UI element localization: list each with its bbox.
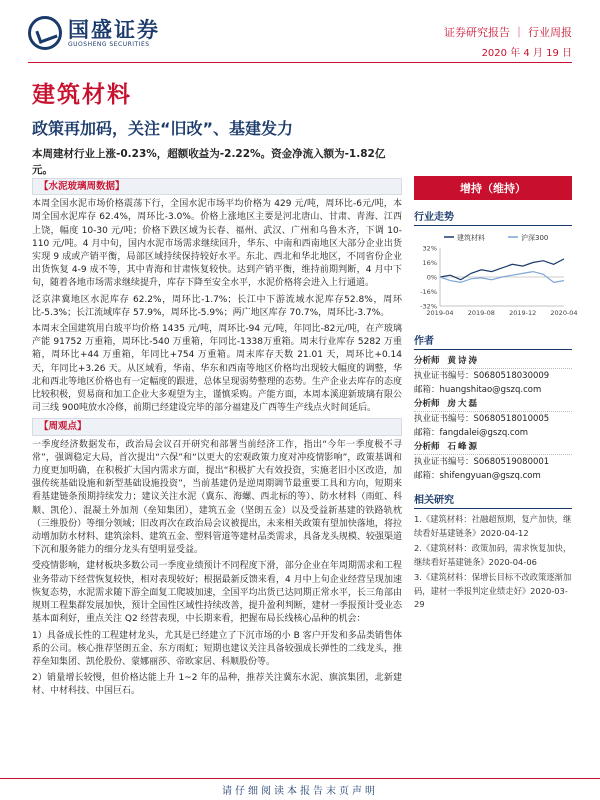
analyst-name: 黄诗涛 bbox=[447, 356, 480, 366]
company-logo bbox=[28, 16, 160, 50]
trend-heading: 行业走势 bbox=[414, 208, 572, 226]
analyst-email[interactable]: 邮箱：fangdalei@gszq.com bbox=[414, 428, 529, 438]
x-tick-label: 2019-04 bbox=[426, 309, 454, 317]
analyst-1 bbox=[414, 354, 572, 369]
header-divider bbox=[28, 62, 572, 63]
related-heading: 相关研究 bbox=[414, 491, 572, 509]
glass-paragraph: 本周末全国建筑用白玻平均价格 1435 元/吨，周环比-94 元/吨，年同比-82元/吨，在产玻璃产能 91752 万重箱，周环比-540 万重箱，年同比-1338万重箱。周末行业库存 5282 万重箱，周环比+44 万重箱，年同比+754 万重箱。周末库存天数 21.01 天，周环比+0.14 天，年同比+3.26 天。从区域看，华南、华东和西南等地区价格均出现较大幅度的调整，华北和西北等地区价格也有一定幅度的跟进，总体呈现弱势整理的态势。生产企业去库存的态度比较积极，贸易商和加工企业大多观望为主，谨慎采购。产能方面，本周本溪迎新玻璃有限公司三线 900吨放水冷修，前期已经建设完毕的部分福建及广西等生产线点火时间延后。 bbox=[32, 324, 402, 414]
y-tick-label: 32% bbox=[422, 244, 437, 253]
analyst-heading: 作者 bbox=[414, 332, 572, 350]
view-paragraph-1: 一季度经济数据发布，政治局会议召开研究和部署当前经济工作，指出“今年一季度极不寻常”，强调稳定大局，首次提出“六保”和“以更大的宏观政策力度对冲疫情影响”，政策基调和力度更加明确，在积极扩大国内需求方面，提出“积极扩大有效投资，实施老旧小区改造，加强传统基础设施和新型基础设施投资”，当前基建仍是逆周期调节最重要工具和方向，短期来看基建链条预期持续发力；建议关注水泥（冀东、海螺、西北标的等）、防水材料（雨虹、科顺、凯伦）、混凝土外加剂（垒知集团），建筑五金（坚朗五金）以及受益新基建的铁路轨枕（三维股份）等细分领域；旧改再次在政治局会议被提出，未来相关政策有望加快落地，将拉动增加防水材料、建筑涂料、建筑五金、塑料管道等建材品类需求，具备龙头规模、较强渠道下沉和服务能力的细分龙头有望明显受益。 bbox=[32, 439, 402, 556]
analyst-cert: 执业证书编号：S0680519080001 bbox=[414, 457, 550, 467]
related-item[interactable]: 1.《建筑材料：社融超预期，复产加快，继续看好基建链条》2020-04-12 bbox=[414, 514, 572, 538]
analyst-cert: 执业证书编号：S0680518010005 bbox=[414, 414, 550, 424]
page-footer bbox=[0, 778, 600, 800]
analyst-name: 房大磊 bbox=[447, 399, 480, 409]
analyst-role: 分析师 bbox=[414, 399, 440, 409]
sidebar bbox=[414, 176, 578, 614]
report-type: 证券研究报告 ｜ 行业周报 bbox=[444, 26, 572, 39]
related-item[interactable]: 2.《建筑材料：政策加码，需求恢复加快，继续看好基建链条》2020-04-06 bbox=[414, 543, 572, 567]
x-tick-label: 2020-04 bbox=[550, 309, 578, 317]
y-tick-label: 0% bbox=[426, 273, 437, 282]
view-paragraph-4: 2）销量增长较慢，但价格达能上升 1~2 年的品种，推荐关注冀东水泥、旗滨集团，北新建材、中材科技、中国巨石。 bbox=[32, 673, 402, 697]
rating-badge: 增持（维持） bbox=[414, 176, 572, 200]
view-paragraph-2: 受疫情影响，建材板块多数公司一季度业绩预计不同程度下滑，部分企业在年周期需求和工程业务带动下经营恢复较快，相对表现较好；根据最新反馈来看，4 月中上旬企业经营呈现加速恢复态势，水泥需求随下游全面复工爬坡加速，全国平均出货已达同期正常水平，长三角部由规则工程集群发展加快，预计全国性区域性持续改善，提升盈利判断，建材一季报预计受业态基本面利好，重点关注 Q2 经营表现，中长期来看，把握布局长线核心品种的机会： bbox=[32, 561, 402, 625]
cement-paragraph-1: 本周全国水泥市场价格震荡下行，全国水泥市场平均价格为 429 元/吨，周环比-6元/吨，本周全国水泥库存 62.4%，周环比-3.0%。价格上涨地区主要是河北唐山、甘肃、青海、江西上饶，幅度 10-30 元/吨；价格下跌区域为长春、福州、武汉、广州和乌鲁木齐，下调 10-110 元/吨。4 月中旬，国内水泥市场需求继续回升，华东、中南和西南地区大部分企业出货实现 9 成或产销平衡，局部区域持续保持较好水平。东北、西北和华北地区，不同省份企业出货恢复 4-9 成不等，其中青海和甘肃恢复较快。达到产销平衡，维持前期判断，4 月中下旬，随着各地市场需求继续提升，库存下降至安全水平，水泥价格将会进入上行通道。 bbox=[32, 199, 402, 289]
footer-disclaimer: 请仔细阅读本报告末页声明 bbox=[222, 786, 378, 797]
main-content bbox=[32, 176, 402, 702]
legend-label: 沪深300 bbox=[521, 234, 549, 242]
section-label-cement: 【水泥玻璃周数据】 bbox=[32, 178, 402, 195]
analyst-cert: 执业证书编号：S0680518030009 bbox=[414, 371, 550, 381]
report-date: 2020 年 4 月 19 日 bbox=[481, 48, 572, 59]
logo-text-en: GUOSHENG SECURITIES bbox=[68, 40, 150, 48]
report-headline: 政策再加码，关注“旧改”、基建发力 bbox=[32, 119, 294, 138]
x-tick-label: 2019-08 bbox=[467, 309, 495, 317]
logo-emblem-icon bbox=[28, 16, 62, 50]
analyst-role: 分析师 bbox=[414, 356, 440, 366]
related-research-list bbox=[414, 513, 572, 612]
y-tick-label: -32% bbox=[420, 302, 437, 311]
analyst-2 bbox=[414, 397, 572, 412]
legend-label: 建筑材料 bbox=[457, 234, 485, 242]
trend-chart bbox=[414, 230, 578, 324]
related-item[interactable]: 3.《建筑材料：保增长目标不改政策逐渐加码，建材一季报判定业绩走好》2020-03-29 bbox=[414, 572, 572, 609]
analyst-list bbox=[414, 354, 572, 483]
analyst-3 bbox=[414, 440, 572, 455]
cement-paragraph-2: 泛京津冀地区水泥库存 62.2%，周环比-1.7%；长江中下游流域水泥库存52.8%，周环比-5.3%；长江流域库存 57.9%，周环比-5.9%；两广地区库存 70.7%，周环比-3.7%。 bbox=[32, 294, 402, 318]
section-label-view: 【周观点】 bbox=[32, 418, 402, 435]
view-paragraph-3: 1）具备成长性的工程建材龙头，尤其是已经建立了下沉市场的小 B 客户开发和多品类销售体系的公司。核心推荐坚朗五金、东方雨虹；短期也建议关注具备较强成长弹性的二线龙头，推荐垒知集团、凯伦股份、蒙娜丽莎、帝欧家居、科顺股份等。 bbox=[32, 630, 402, 667]
analyst-name: 石峰源 bbox=[447, 442, 480, 452]
trend-chart-svg bbox=[414, 230, 578, 320]
analyst-email[interactable]: 邮箱：huangshitao@gszq.com bbox=[414, 385, 542, 395]
analyst-email[interactable]: 邮箱：shifengyuan@gszq.com bbox=[414, 471, 541, 481]
y-tick-label: 16% bbox=[422, 259, 437, 267]
y-tick-label: -16% bbox=[420, 288, 437, 296]
x-tick-label: 2019-12 bbox=[509, 309, 537, 317]
industry-title: 建筑材料 bbox=[32, 82, 132, 108]
summary-text: 本周建材行业上涨-0.23%，超额收益为-2.22%。资金净流入额为-1.82亿元。 bbox=[32, 148, 386, 176]
logo-text-cn: 国盛证券 bbox=[68, 17, 160, 42]
analyst-role: 分析师 bbox=[414, 442, 440, 452]
